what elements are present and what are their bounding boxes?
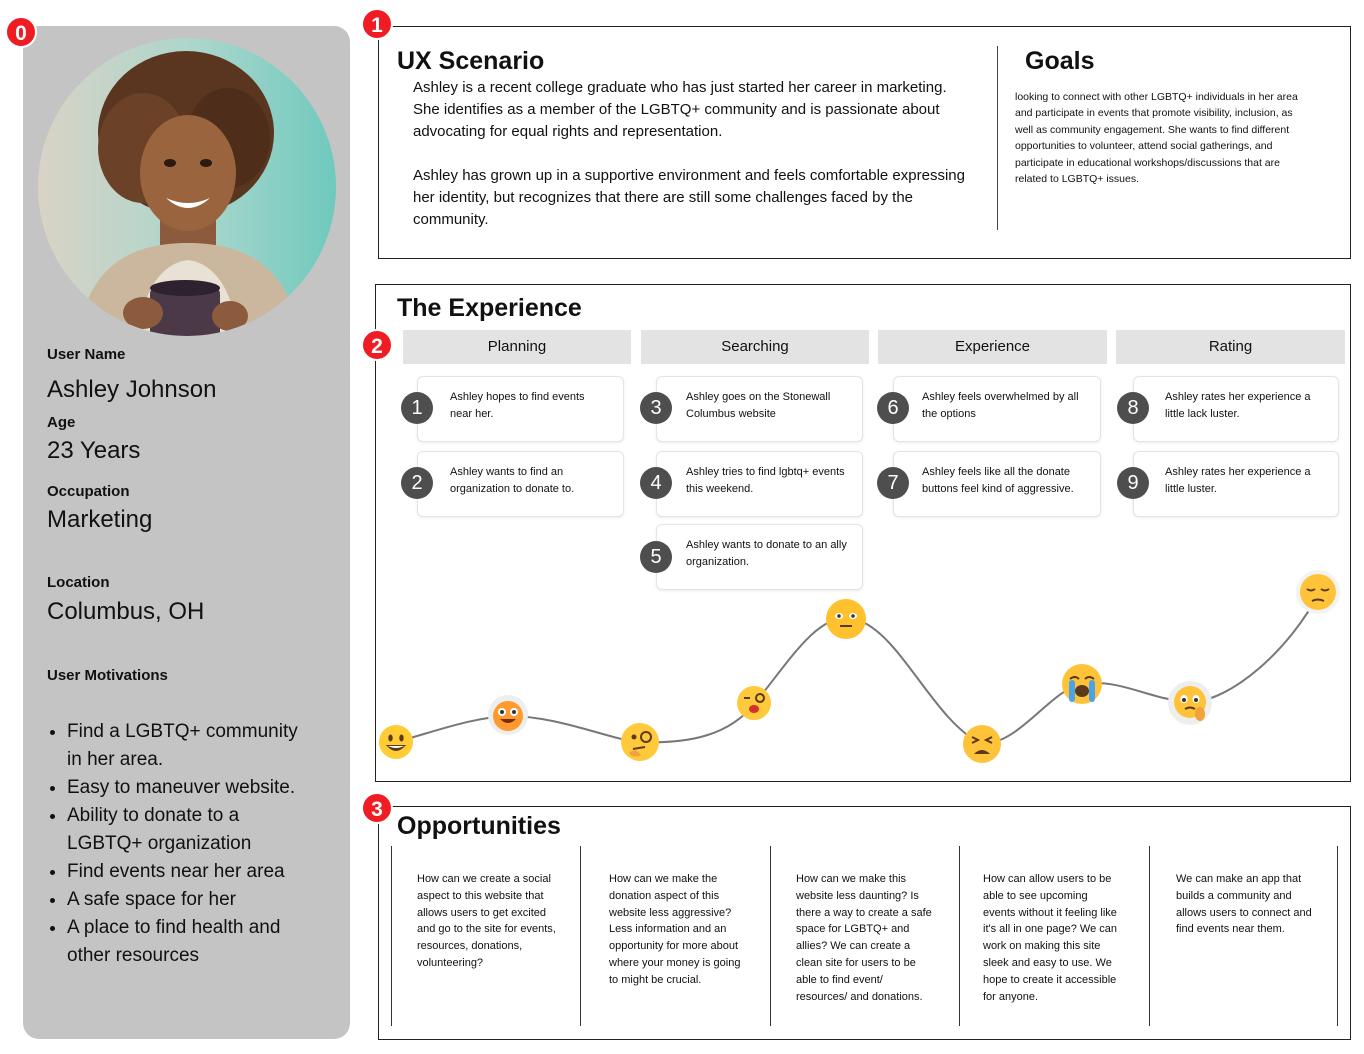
dizzy-winking-face-icon	[735, 684, 773, 722]
step-card-4: Ashley tries to find lgbtq+ events this weekend.	[656, 451, 863, 517]
phase-rating: Rating	[1116, 330, 1345, 364]
frustrated-face-icon	[962, 724, 1002, 764]
step-number-2: 2	[401, 467, 433, 499]
goals-title: Goals	[1025, 47, 1095, 75]
age-value: 23 Years	[47, 437, 141, 464]
step-number-4: 4	[640, 467, 672, 499]
opportunity-divider	[1149, 846, 1150, 1026]
section-marker-1: 1	[361, 8, 393, 40]
section-marker-3: 3	[361, 792, 393, 824]
teary-hands-face-icon	[1167, 680, 1213, 726]
step-card-1: Ashley hopes to find events near her.	[417, 376, 624, 442]
grinning-face-icon	[378, 724, 414, 760]
opportunity-divider	[770, 846, 771, 1026]
step-number-9: 9	[1117, 467, 1149, 499]
user-name-value: Ashley Johnson	[47, 376, 217, 403]
opportunity-item-3: How can we make this website less daunting? Is there a way to create a safe space for LGBTQ+ and allies? We can create a clean site for users to be able to find event/ resources/ and donations.	[796, 873, 932, 1003]
step-number-8: 8	[1117, 392, 1149, 424]
location-label: Location	[47, 574, 110, 591]
step-card-3: Ashley goes on the Stonewall Columbus website	[656, 376, 863, 442]
step-number-5: 5	[640, 541, 672, 573]
opportunity-item-4: How can allow users to be able to see upcoming events without it feeling like it's all in one page? We can work on making this site sleek and easy to use. We hope to create it accessible for anyone.	[983, 873, 1117, 1003]
age-label: Age	[47, 414, 76, 431]
step-number-7: 7	[877, 467, 909, 499]
step-card-7: Ashley feels like all the donate buttons feel kind of aggressive.	[893, 451, 1101, 517]
opportunity-divider	[580, 846, 581, 1026]
scenario-title: UX Scenario	[397, 47, 545, 75]
step-number-1: 1	[401, 392, 433, 424]
crying-face-icon	[1060, 662, 1104, 706]
motivation-item: • Easy to maneuver website.	[67, 774, 317, 802]
phase-experience: Experience	[878, 330, 1107, 364]
phase-searching: Searching	[641, 330, 869, 364]
motivation-item: • Find a LGBTQ+ community in her area.	[67, 718, 317, 774]
thinking-face-icon	[619, 721, 661, 763]
occupation-value: Marketing	[47, 506, 153, 533]
opportunity-divider	[391, 846, 392, 1026]
opportunities-title: Opportunities	[397, 812, 561, 840]
opportunity-item-5: We can make an app that builds a community and allows users to connect and find events near them.	[1176, 873, 1312, 936]
opportunity-item-1: How can we create a social aspect to this website that allows users to get excited and go to the site for events, resources, donations, volunteering?	[417, 873, 556, 969]
pensive-face-icon	[1295, 569, 1341, 615]
step-number-3: 3	[640, 392, 672, 424]
user-motivations-label: User Motivations	[47, 667, 168, 684]
goals-text: looking to connect with other LGBTQ+ individuals in her area and participate in events that promote visibility, inclusion, as well as community engagement. She wants to find different opportunities to volunteer, attend social gatherings, and participate in educational workshops/discussions that are related to LGBTQ+ issues.	[1015, 91, 1298, 186]
step-card-9: Ashley rates her experience a little luster.	[1133, 451, 1339, 517]
phase-planning: Planning	[403, 330, 631, 364]
step-number-6: 6	[877, 392, 909, 424]
location-value: Columbus, OH	[47, 598, 205, 625]
opportunity-item-2: How can we make the donation aspect of this website less aggressive? Less information and an opportunity for more about where your money is going to might be crucial.	[609, 873, 741, 986]
motivation-item: • A safe space for her	[67, 886, 317, 914]
section-marker-0: 0	[5, 16, 37, 48]
motivation-item: • Ability to donate to a LGBTQ+ organization	[67, 802, 317, 858]
experience-title: The Experience	[397, 294, 582, 322]
scenario-paragraph: Ashley is a recent college graduate who has just started her career in marketing. She identifies as a member of the LGBTQ+ community and is passionate about advocating for equal rights and representation.	[413, 79, 947, 140]
motivation-item: • A place to find health and other resources	[67, 914, 317, 970]
step-card-8: Ashley rates her experience a little lack luster.	[1133, 376, 1339, 442]
step-card-6: Ashley feels overwhelmed by all the options	[893, 376, 1101, 442]
user-name-label: User Name	[47, 346, 126, 363]
step-card-5: Ashley wants to donate to an ally organization.	[656, 524, 863, 590]
motivation-item: • Find events near her area	[67, 858, 317, 886]
section-marker-2: 2	[361, 329, 393, 361]
scenario-paragraph: Ashley has grown up in a supportive environment and feels comfortable expressing her identity, but recognizes that there are still some challenges faced by the community.	[413, 167, 965, 228]
opportunity-divider	[1337, 846, 1338, 1026]
opportunity-divider	[959, 846, 960, 1026]
calm-face-icon	[825, 598, 867, 640]
step-card-2: Ashley wants to find an organization to donate to.	[417, 451, 624, 517]
occupation-label: Occupation	[47, 483, 130, 500]
excited-face-icon	[487, 694, 529, 736]
